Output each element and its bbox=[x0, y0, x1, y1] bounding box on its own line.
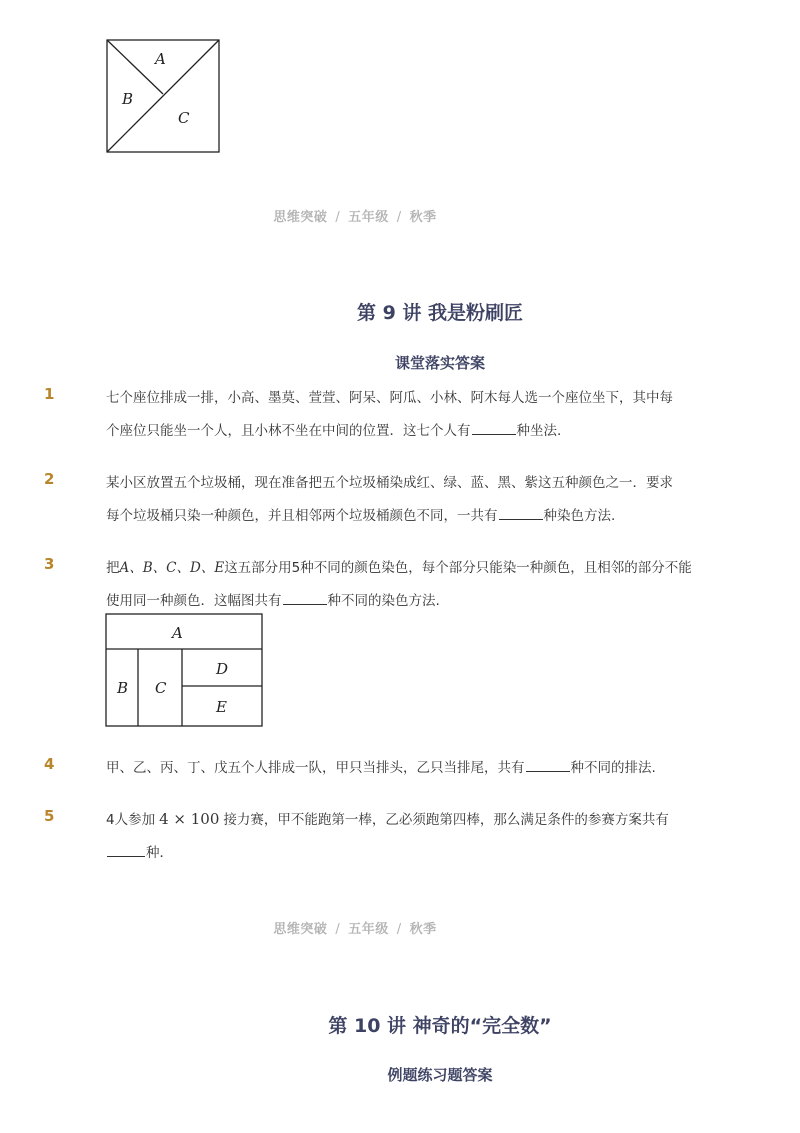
region-label-d: D bbox=[216, 660, 229, 678]
answer-blank[interactable] bbox=[526, 770, 570, 772]
answer-blank[interactable] bbox=[283, 603, 327, 605]
page-footer: 思维突破 / 五年级 / 秋季 bbox=[273, 922, 437, 937]
grid-border bbox=[106, 614, 262, 726]
region-label-a: A bbox=[155, 50, 166, 68]
question-number: 3 bbox=[44, 555, 55, 573]
section-title: 课堂落实答案 bbox=[394, 354, 485, 372]
answer-blank[interactable] bbox=[472, 433, 516, 435]
question-text: 个座位只能坐一个人，且小林不坐在中间的位置．这七个人有 种坐法. bbox=[106, 423, 562, 439]
region-label-b: B bbox=[117, 679, 129, 697]
question-number: 4 bbox=[44, 755, 55, 773]
answer-blank[interactable] bbox=[499, 518, 543, 520]
answer-blank[interactable] bbox=[107, 855, 145, 857]
section-title: 例题练习题答案 bbox=[387, 1066, 493, 1084]
region-label-b: B bbox=[122, 90, 134, 108]
triangle-partition-figure bbox=[100, 34, 225, 159]
region-label-c: C bbox=[155, 679, 167, 697]
lecture-title: 第 9 讲 我是粉刷匠 bbox=[356, 302, 524, 324]
question-text: 某小区放置五个垃圾桶，现在准备把五个垃圾桶染成红、绿、蓝、黑、紫这五种颜色之一．要求 bbox=[106, 475, 673, 491]
question-number: 5 bbox=[44, 807, 55, 825]
region-label-a: A bbox=[172, 624, 183, 642]
lecture-title: 第 10 讲 神奇的“完全数” bbox=[328, 1015, 552, 1037]
region-grid-figure bbox=[104, 612, 266, 730]
page-footer: 思维突破 / 五年级 / 秋季 bbox=[273, 210, 437, 225]
question-text: 把A、B、C、D、E这五部分用5种不同的颜色染色，每个部分只能染一种颜色，且相邻的部分不能 bbox=[106, 560, 692, 576]
question-text: 甲、乙、丙、丁、戊五个人排成一队，甲只当排头，乙只当排尾，共有 种不同的排法. bbox=[106, 760, 656, 776]
question-text: 每个垃圾桶只染一种颜色，并且相邻两个垃圾桶颜色不同，一共有 种染色方法. bbox=[106, 508, 616, 524]
question-number: 2 bbox=[44, 470, 55, 488]
question-number: 1 bbox=[44, 385, 55, 403]
region-label-c: C bbox=[178, 109, 190, 127]
question-text: 种． bbox=[106, 841, 173, 861]
region-label-e: E bbox=[216, 698, 227, 716]
question-text: 七个座位排成一排，小高、墨莫、萱萱、阿呆、阿瓜、小林、阿木每人选一个座位坐下，其中每 bbox=[106, 390, 673, 406]
question-text: 使用同一种颜色．这幅图共有 种不同的染色方法. bbox=[106, 593, 440, 609]
question-text: 4人参加 4 × 100 接力赛，甲不能跑第一棒，乙必须跑第四棒，那么满足条件的参赛方案共有 bbox=[106, 810, 669, 828]
